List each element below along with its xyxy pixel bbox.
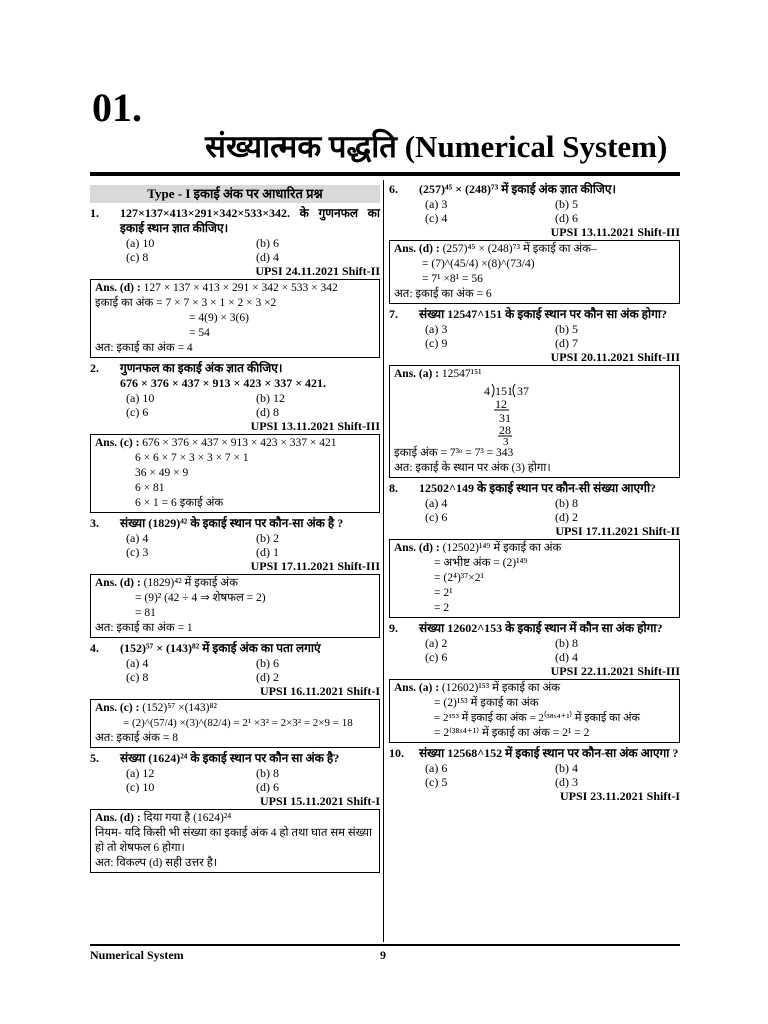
answer-line: = 54	[189, 327, 210, 339]
answer-line: = 2¹⁵³ में इकाई का अंक = 2⁽³⁸ˣ⁴⁺¹⁾ में इकाई का अंक	[434, 712, 640, 724]
question-number: 4.	[90, 641, 99, 655]
column-divider	[383, 180, 384, 942]
option: (a) 3	[425, 197, 448, 211]
question-number: 1.	[90, 206, 99, 220]
answer-label: Ans. (d) :	[95, 282, 144, 294]
option: (a) 10	[126, 236, 155, 250]
answer-box	[90, 809, 380, 873]
option: (d) 3	[555, 775, 578, 789]
options	[425, 761, 680, 789]
answer-line: = 2	[434, 602, 450, 614]
answer-line: 676 × 376 × 437 × 913 × 423 × 337 × 421	[142, 437, 337, 449]
option: (d) 7	[555, 336, 578, 350]
question-text: (257)⁴⁵ × (248)⁷³ में इकाई अंक ज्ञात कीजिए।	[419, 182, 617, 196]
question-number: 9.	[389, 621, 398, 635]
question-text: संख्या 12547^151 के इकाई स्थान पर कौन सा अंक होगा?	[419, 307, 668, 321]
answer-line: = 81	[135, 607, 156, 619]
footer-section-name: Numerical System	[90, 948, 184, 962]
option: (c) 6	[425, 510, 448, 524]
question-text: संख्या 12602^153 के इकाई स्थान में कौन सा अंक होगा?	[419, 621, 663, 635]
question-6	[389, 182, 680, 197]
question-number: 2.	[90, 361, 99, 375]
answer-line: = 4(9) × 3(6)	[189, 312, 249, 324]
answer-box	[389, 240, 680, 304]
exam-ref: UPSI 13.11.2021 Shift-III	[250, 419, 380, 433]
answer-line: (1829)⁴² में इकाई अंक	[143, 577, 238, 589]
question-expression: 676 × 376 × 437 × 913 × 423 × 337 × 421.	[120, 376, 327, 390]
division-step: 28	[499, 423, 511, 437]
exam-ref: UPSI 15.11.2021 Shift-I	[259, 794, 380, 808]
options	[425, 322, 680, 350]
chapter-title: संख्यात्मक पद्धति (Numerical System)	[205, 129, 668, 164]
option: (a) 4	[126, 531, 149, 545]
option: (c) 10	[126, 780, 155, 794]
chapter-number: 01.	[92, 85, 142, 130]
option: (a) 2	[425, 636, 448, 650]
question-text: संख्या (1829)⁴² के इकाई स्थान पर कौन-सा अंक है ?	[120, 516, 344, 530]
question-number: 10.	[389, 746, 404, 760]
option: (c) 6	[126, 405, 149, 419]
answer-label: Ans. (d) :	[394, 243, 443, 255]
option: (b) 8	[555, 496, 578, 510]
question-text: संख्या 12568^152 में इकाई स्थान पर कौन-सा अंक आएगा ?	[419, 746, 679, 760]
options	[126, 656, 380, 684]
answer-box	[389, 365, 680, 478]
question-1	[90, 206, 380, 236]
answer-line: 6 × 81	[135, 482, 165, 494]
answer-line: (12502)¹⁴⁹ में इकाई का अंक	[442, 542, 562, 554]
question-text: 127×137×413×291×342×533×342. के गुणनफल का इकाई स्थान ज्ञात कीजिए।	[120, 206, 380, 235]
division-bracket	[492, 384, 494, 397]
question-number: 7.	[389, 307, 398, 321]
exam-ref: UPSI 17.11.2021 Shift-III	[250, 559, 380, 573]
exam-ref: UPSI 22.11.2021 Shift-III	[550, 664, 680, 678]
option: (b) 8	[256, 766, 279, 780]
answer-label: Ans. (c) :	[95, 702, 143, 714]
answer-line: अत: इकाई के स्थान पर अंक (3) होगा।	[394, 462, 551, 474]
answer-line: = (2⁴)³⁷×2¹	[434, 572, 484, 584]
option: (b) 8	[555, 636, 578, 650]
question-number: 5.	[90, 751, 99, 765]
options	[425, 636, 680, 664]
answer-line: 12547¹⁵¹	[441, 368, 482, 380]
option: (c) 4	[425, 211, 448, 225]
quotient: 37	[517, 384, 529, 398]
long-division	[482, 382, 572, 446]
exam-ref: UPSI 16.11.2021 Shift-I	[259, 684, 380, 698]
answer-box	[90, 699, 380, 748]
answer-line: अत: इकाई अंक = 8	[95, 732, 178, 744]
answer-label: Ans. (c) :	[95, 437, 143, 449]
dividend: 151	[495, 384, 513, 398]
question-4	[90, 641, 380, 656]
answer-line: (12602)¹⁵³ में इकाई का अंक	[441, 682, 561, 694]
option: (d) 6	[256, 780, 279, 794]
answer-line: नियम- यदि किसी भी संख्या का इकाई अंक 4 हो तथा घात सम संख्या हो तो शेषफल 6 होगा।	[95, 827, 373, 854]
answer-label: Ans. (a) :	[394, 682, 442, 694]
title-rule	[90, 172, 680, 176]
option: (b) 5	[555, 197, 578, 211]
answer-line: = अभीष्ट अंक = (2)¹⁴⁹	[434, 557, 528, 569]
options	[425, 197, 680, 225]
question-number: 8.	[389, 481, 398, 495]
answer-line: = 7¹ ×8¹ = 56	[422, 273, 483, 285]
division-step: 31	[499, 411, 511, 425]
option: (a) 10	[126, 391, 155, 405]
option: (a) 6	[425, 761, 448, 775]
type-heading: Type - I इकाई अंक पर आधारित प्रश्न	[90, 185, 380, 203]
option: (a) 12	[126, 766, 155, 780]
page-number: 9	[380, 948, 386, 962]
exam-ref: UPSI 23.11.2021 Shift-I	[559, 789, 680, 803]
option: (b) 12	[256, 391, 285, 405]
option: (b) 5	[555, 322, 578, 336]
answer-line: 6 × 6 × 7 × 3 × 3 × 7 × 1	[135, 452, 249, 464]
answer-line: अत: इकाई का अंक = 4	[95, 342, 193, 354]
answer-line: 36 × 49 × 9	[135, 467, 189, 479]
answer-line: अत: इकाई का अंक = 6	[394, 288, 492, 300]
answer-line: इकाई का अंक = 7 × 7 × 3 × 1 × 2 × 3 ×2	[95, 297, 277, 309]
answer-line: इकाई अंक = 7³ᵒ = 7³ = 343	[394, 447, 514, 459]
exam-ref: UPSI 13.11.2021 Shift-III	[550, 225, 680, 239]
left-column	[90, 182, 380, 876]
option: (c) 3	[126, 545, 149, 559]
option: (d) 2	[555, 510, 578, 524]
options	[126, 391, 380, 419]
answer-box	[90, 574, 380, 638]
option: (d) 4	[256, 250, 279, 264]
question-text: (152)⁵⁷ × (143)⁸² में इकाई अंक का पता लगाएं	[120, 641, 321, 655]
option: (c) 8	[126, 670, 149, 684]
option: (c) 5	[425, 775, 448, 789]
answer-label: Ans. (d) :	[394, 542, 443, 554]
answer-line: 127 × 137 × 413 × 291 × 342 × 533 × 342	[143, 282, 338, 294]
options	[126, 236, 380, 264]
question-text: 12502^149 के इकाई स्थान पर कौन-सी संख्या आएगी?	[419, 481, 657, 495]
option: (c) 6	[425, 650, 448, 664]
question-8	[389, 481, 680, 496]
option: (b) 6	[256, 236, 279, 250]
option: (b) 4	[555, 761, 578, 775]
answer-line: 6 × 1 = 6 इकाई अंक	[135, 497, 224, 509]
footer-rule	[90, 944, 680, 946]
option: (c) 9	[425, 336, 448, 350]
options	[126, 766, 380, 794]
answer-box	[389, 539, 680, 618]
divisor: 4	[484, 384, 490, 398]
answer-line: = (7)^(45/4) ×(8)^(73/4)	[422, 258, 535, 270]
option: (b) 6	[256, 656, 279, 670]
answer-line: = 2⁽³⁸ˣ⁴⁺¹⁾ में इकाई का अंक = 2¹ = 2	[434, 727, 590, 739]
exam-ref: UPSI 17.11.2021 Shift-II	[555, 524, 680, 538]
option: (d) 1	[256, 545, 279, 559]
question-3	[90, 516, 380, 531]
question-7	[389, 307, 680, 322]
option: (c) 8	[126, 250, 149, 264]
answer-box	[90, 279, 380, 358]
question-number: 3.	[90, 516, 99, 530]
question-10	[389, 746, 680, 761]
question-text: संख्या (1624)²⁴ के इकाई स्थान पर कौन सा अंक है?	[120, 751, 340, 765]
option: (d) 2	[256, 670, 279, 684]
exam-ref: UPSI 24.11.2021 Shift-II	[255, 264, 380, 278]
answer-box	[90, 434, 380, 513]
answer-label: Ans. (d) :	[95, 812, 144, 824]
answer-line: = (9)² (42 ÷ 4 ⇒ शेषफल = 2)	[135, 592, 266, 604]
options	[126, 531, 380, 559]
quotient-bracket	[513, 384, 515, 397]
remainder: 3	[503, 436, 509, 446]
option: (d) 4	[555, 650, 578, 664]
option: (d) 8	[256, 405, 279, 419]
answer-line: (152)⁵⁷ ×(143)⁸²	[142, 702, 217, 714]
question-2	[90, 361, 380, 376]
question-9	[389, 621, 680, 636]
answer-label: Ans. (a) :	[394, 368, 442, 380]
answer-line: (257)⁴⁵ × (248)⁷³ में इकाई का अंक–	[442, 243, 597, 255]
answer-line: दिया गया है (1624)²⁴	[143, 812, 232, 824]
exam-ref: UPSI 20.11.2021 Shift-III	[550, 350, 680, 364]
option: (d) 6	[555, 211, 578, 225]
answer-line: = 2¹	[434, 587, 453, 599]
question-5	[90, 751, 380, 766]
answer-line: अत: इकाई का अंक = 1	[95, 622, 193, 634]
answer-box	[389, 679, 680, 743]
question-number: 6.	[389, 182, 398, 196]
option: (b) 2	[256, 531, 279, 545]
answer-line: अत: विकल्प (d) सही उत्तर है।	[95, 857, 218, 869]
option: (a) 4	[126, 656, 149, 670]
option: (a) 4	[425, 496, 448, 510]
answer-line: = (2)^(57/4) ×(3)^(82/4) = 2¹ ×3² = 2×3² = 2×9 = 18	[123, 717, 353, 729]
answer-line: = (2)¹⁵³ में इकाई का अंक	[434, 697, 539, 709]
option: (a) 3	[425, 322, 448, 336]
options	[425, 496, 680, 524]
question-text: गुणनफल का इकाई अंक ज्ञात कीजिए।	[120, 361, 283, 375]
right-column	[389, 182, 680, 804]
division-step: 12	[495, 397, 507, 411]
answer-label: Ans. (d) :	[95, 577, 144, 589]
